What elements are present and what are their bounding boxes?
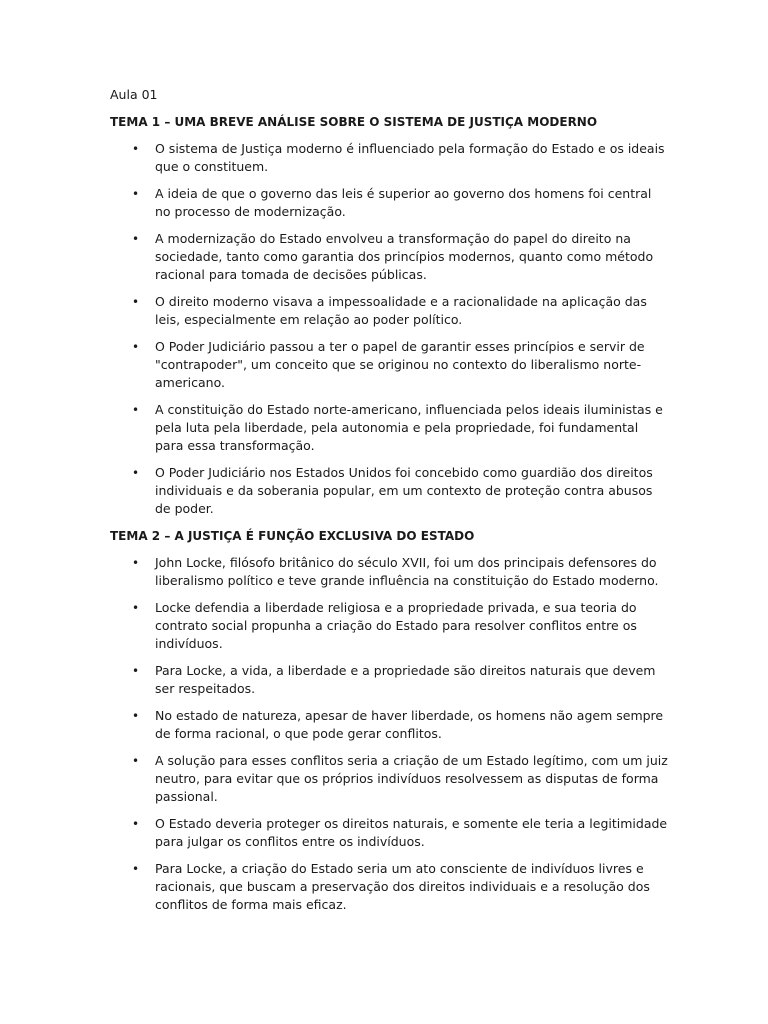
- list-item: [110, 401, 668, 455]
- bullet-icon: •: [132, 403, 140, 417]
- list-item-text: No estado de natureza, apesar de haver liberdade, os homens não agem sempre de forma racional, o que pode gerar conflitos.: [155, 708, 664, 741]
- bullet-icon: •: [132, 340, 140, 354]
- list-item-text: A solução para esses conflitos seria a criação de um Estado legítimo, com um juiz neutro, para evitar que os próprios indivíduos resolvessem as disputas de forma passional.: [155, 753, 668, 804]
- list-item: [110, 464, 668, 518]
- section-heading-tema-1: TEMA 1 – UMA BREVE ANÁLISE SOBRE O SISTEMA DE JUSTIÇA MODERNO: [110, 115, 598, 129]
- bullet-icon: •: [132, 664, 140, 678]
- bullet-icon: •: [132, 754, 140, 768]
- list-item-text: O Estado deveria proteger os direitos naturais, e somente ele teria a legitimidade para julgar os conflitos entre os indivíduos.: [155, 816, 668, 849]
- bullet-icon: •: [132, 601, 140, 615]
- section-heading-tema-2: TEMA 2 – A JUSTIÇA É FUNÇÃO EXCLUSIVA DO ESTADO: [110, 529, 475, 543]
- bullet-icon: •: [132, 709, 140, 723]
- list-item: [110, 707, 668, 743]
- list-item: [110, 140, 668, 176]
- list-item-text: O Poder Judiciário nos Estados Unidos foi concebido como guardião dos direitos individuais e da soberania popular, em um contexto de proteção contra abusos de poder.: [155, 465, 653, 516]
- list-item-text: Para Locke, a criação do Estado seria um ato consciente de indivíduos livres e racionais, que buscam a preservação dos direitos individuais e a resolução dos conflitos de forma mais eficaz.: [155, 861, 650, 912]
- bullet-icon: •: [132, 295, 140, 309]
- list-item: [110, 338, 668, 392]
- bullet-icon: •: [132, 232, 140, 246]
- bullet-icon: •: [132, 466, 140, 480]
- list-item-text: Locke defendia a liberdade religiosa e a propriedade privada, e sua teoria do contrato social propunha a criação do Estado para resolver conflitos entre os indivíduos.: [155, 600, 637, 651]
- list-item: [110, 752, 668, 806]
- bullet-icon: •: [132, 556, 140, 570]
- list-item: [110, 599, 668, 653]
- list-item: [110, 554, 668, 590]
- list-item: [110, 293, 668, 329]
- list-item-text: Para Locke, a vida, a liberdade e a propriedade são direitos naturais que devem ser respeitados.: [155, 663, 656, 696]
- list-item-text: O direito moderno visava a impessoalidade e a racionalidade na aplicação das leis, especialmente em relação ao poder político.: [155, 294, 647, 327]
- list-item-text: O sistema de Justiça moderno é influenciado pela formação do Estado e os ideais que o constituem.: [155, 141, 665, 174]
- list-item-text: A constituição do Estado norte-americano, influenciada pelos ideais iluministas e pela luta pela liberdade, pela autonomia e pela propriedade, foi fundamental para essa transformação.: [155, 402, 663, 453]
- bullet-icon: •: [132, 187, 140, 201]
- list-item: [110, 230, 668, 284]
- list-item: [110, 662, 668, 698]
- list-item-text: A ideia de que o governo das leis é superior ao governo dos homens foi central no processo de modernização.: [155, 186, 652, 219]
- list-item: [110, 860, 668, 914]
- section-list-tema-1: [110, 140, 668, 518]
- list-item-text: John Locke, filósofo britânico do século XVII, foi um dos principais defensores do liberalismo político e teve grande influência na constituição do Estado moderno.: [155, 555, 659, 588]
- list-item: [110, 815, 668, 851]
- bullet-icon: •: [132, 817, 140, 831]
- lesson-title: Aula 01: [110, 87, 158, 102]
- list-item: [110, 185, 668, 221]
- section-list-tema-2: [110, 554, 668, 914]
- bullet-icon: •: [132, 862, 140, 876]
- list-item-text: O Poder Judiciário passou a ter o papel de garantir esses princípios e servir de "contrapoder", um conceito que se originou no contexto do liberalismo norte-americano.: [155, 339, 645, 390]
- bullet-icon: •: [132, 142, 140, 156]
- list-item-text: A modernização do Estado envolveu a transformação do papel do direito na sociedade, tanto como garantia dos princípios modernos, quanto como método racional para tomada de decisões públicas.: [155, 231, 654, 282]
